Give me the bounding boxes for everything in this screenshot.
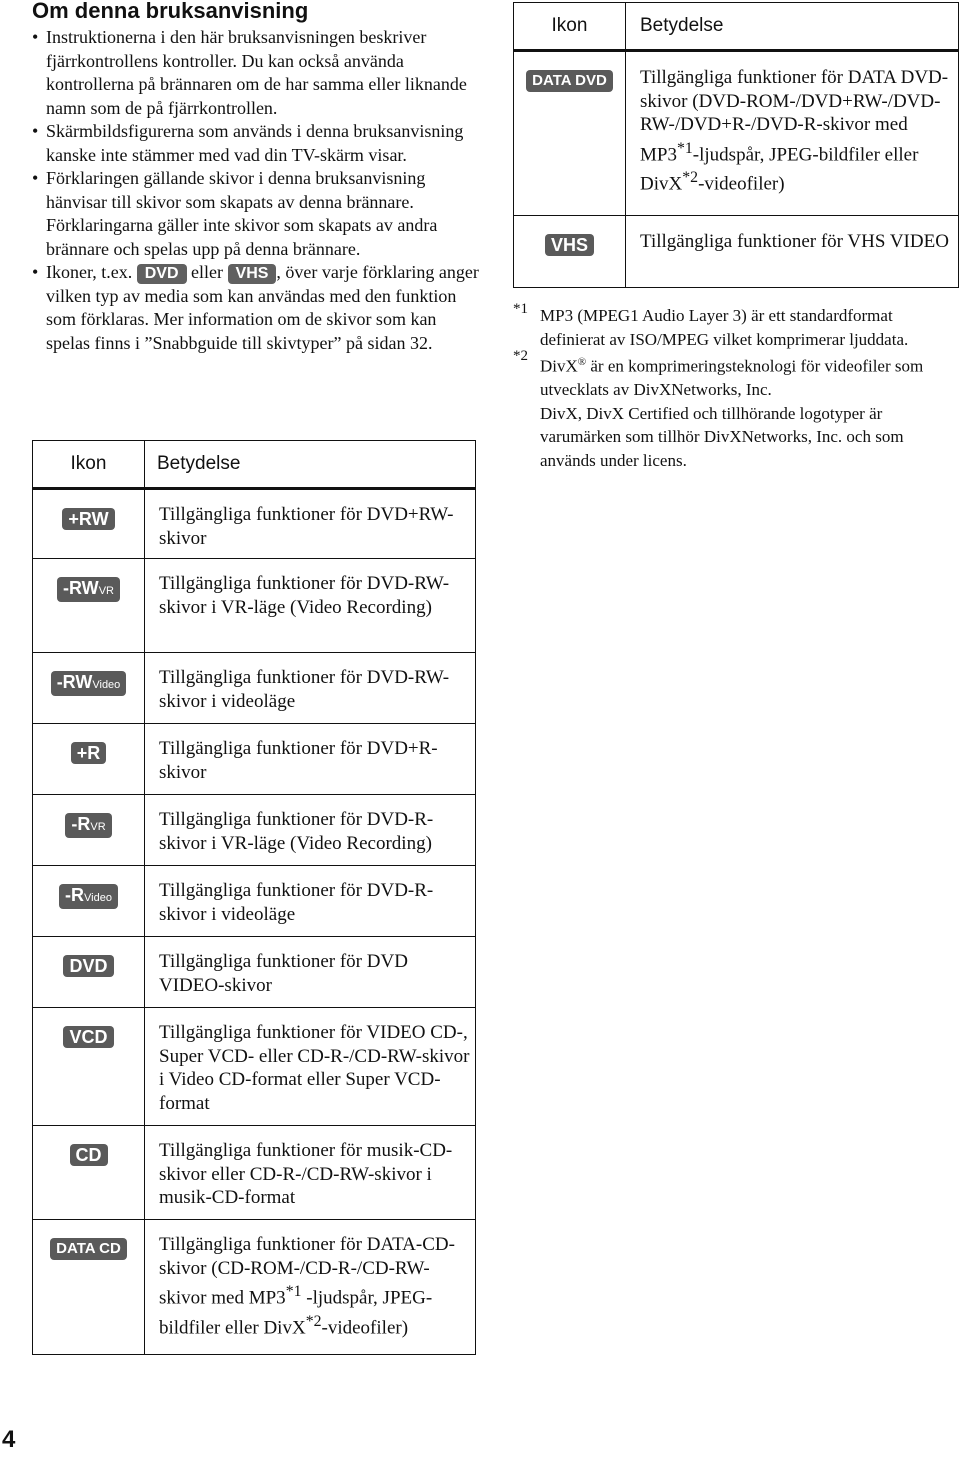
intro-bullet-2: • Skärmbildsfigurerna som används i denna bruksanvisning kanske inte stämmer med vad din TV-skärm visar. <box>32 120 480 167</box>
minus-rw-video-icon: -RWVideo <box>51 671 127 696</box>
table-row <box>33 795 476 866</box>
data-cd-icon: DATA CD <box>50 1238 127 1260</box>
footnote-1: *1 MP3 (MPEG1 Audio Layer 3) är ett standardformat definierat av ISO/MPEG vilket komprimerar ljuddata. <box>513 304 960 351</box>
table-row <box>33 1126 476 1220</box>
row-description: Tillgängliga funktioner för DVD-RW-skivor i VR-läge (Video Recording) <box>145 559 476 653</box>
vcd-icon: VCD <box>63 1026 113 1048</box>
intro-bullet-3: • Förklaringen gällande skivor i denna bruksanvisning hänvisar till skivor som skapats av denna brännare. Förklaringarna gäller inte skivor som skapats av andra brännare och spelas upp på denna brännare. <box>32 167 480 261</box>
plus-r-icon: +R <box>71 742 107 764</box>
plus-rw-icon: +RW <box>62 508 114 530</box>
page-number: 4 <box>2 1426 16 1453</box>
row-description: Tillgängliga funktioner för DVD+R-skivor <box>145 724 476 795</box>
column-header-meaning: Betydelse <box>145 441 476 489</box>
minus-r-vr-icon: -RVR <box>65 813 111 838</box>
intro-bullet-4: • Ikoner, t.ex. DVD eller VHS , över varje förklaring anger vilken typ av media som kan användas med den funktion som förklaras. Mer information om de skivor som kan spelas finns i ”Snabbguide till skivtyper” på sidan 32. <box>32 261 480 355</box>
column-header-icon: Ikon <box>33 441 145 489</box>
dvd-video-icon: DVD <box>63 955 113 977</box>
table-row <box>33 724 476 795</box>
footnote-marker: *2 <box>513 348 528 364</box>
media-icon-table-left <box>32 440 476 1355</box>
row-description: Tillgängliga funktioner för DVD-R-skivor i VR-läge (Video Recording) <box>145 795 476 866</box>
media-icon-table-right <box>513 2 959 288</box>
row-description: Tillgängliga funktioner för musik-CD-skivor eller CD-R-/CD-RW-skivor i musik-CD-format <box>145 1126 476 1220</box>
footnote-2: *2 DivX® är en komprimeringsteknologi för videofiler som utvecklats av DivXNetworks, Inc. DivX, DivX Certified och tillhörande logotyper är varumärken som tillhör DivXNetworks, Inc. och som används under licens. <box>513 351 960 472</box>
cd-icon: CD <box>70 1144 108 1166</box>
column-header-icon: Ikon <box>514 3 626 51</box>
intro-bullet-1: • Instruktionerna i den här bruksanvisningen beskriver fjärrkontrollens kontroller. Du kan också använda kontrollerna på brännaren om de har samma eller liknande namn som de på fjärrkontrollen. <box>32 26 480 120</box>
row-description: Tillgängliga funktioner för VIDEO CD-, Super VCD- eller CD-R-/CD-RW-skivor i Video CD-format eller Super VCD-format <box>145 1008 476 1126</box>
row-description: Tillgängliga funktioner för DVD+RW-skivor <box>145 489 476 559</box>
vhs-icon: VHS <box>228 264 277 284</box>
data-dvd-icon: DATA DVD <box>526 70 613 92</box>
row-description: Tillgängliga funktioner för DVD-RW-skivor i videoläge <box>145 653 476 724</box>
row-description: Tillgängliga funktioner för DATA DVD-skivor (DVD-ROM-/DVD+RW-/DVD-RW-/DVD+R-/DVD-R-skivor med MP3$^{*1}$-ljudspår, JPEG-bildfiler eller DivX$^{*2}$-videofiler) <box>626 51 959 216</box>
row-description: Tillgängliga funktioner för DVD-R-skivor i videoläge <box>145 866 476 937</box>
table-row <box>33 559 476 653</box>
row-description: Tillgängliga funktioner för DATA-CD-skivor (CD-ROM-/CD-R-/CD-RW-skivor med MP3$^{*1}$ -ljudspår, JPEG-bildfiler eller DivX$^{*2}$-videofiler) <box>159 1234 455 1339</box>
table-row <box>33 937 476 1008</box>
table-row <box>33 653 476 724</box>
table-row <box>33 1008 476 1126</box>
table-row <box>33 489 476 559</box>
minus-r-video-icon: -RVideo <box>59 884 118 909</box>
dvd-icon: DVD <box>137 264 187 284</box>
table-row <box>33 866 476 937</box>
table-row <box>514 51 959 216</box>
vhs-icon: VHS <box>545 234 594 256</box>
minus-rw-vr-icon: -RWVR <box>57 577 120 602</box>
footnote-marker: *1 <box>513 301 528 317</box>
row-description: Tillgängliga funktioner för VHS VIDEO <box>640 231 949 252</box>
footnotes <box>513 301 960 472</box>
row-description: Tillgängliga funktioner för DVD VIDEO-skivor <box>145 937 476 1008</box>
column-header-meaning: Betydelse <box>626 3 959 51</box>
table-row <box>514 216 959 288</box>
table-row <box>33 1220 476 1355</box>
page-heading: Om denna bruksanvisning <box>32 0 309 23</box>
intro-bullet-list <box>32 26 480 355</box>
